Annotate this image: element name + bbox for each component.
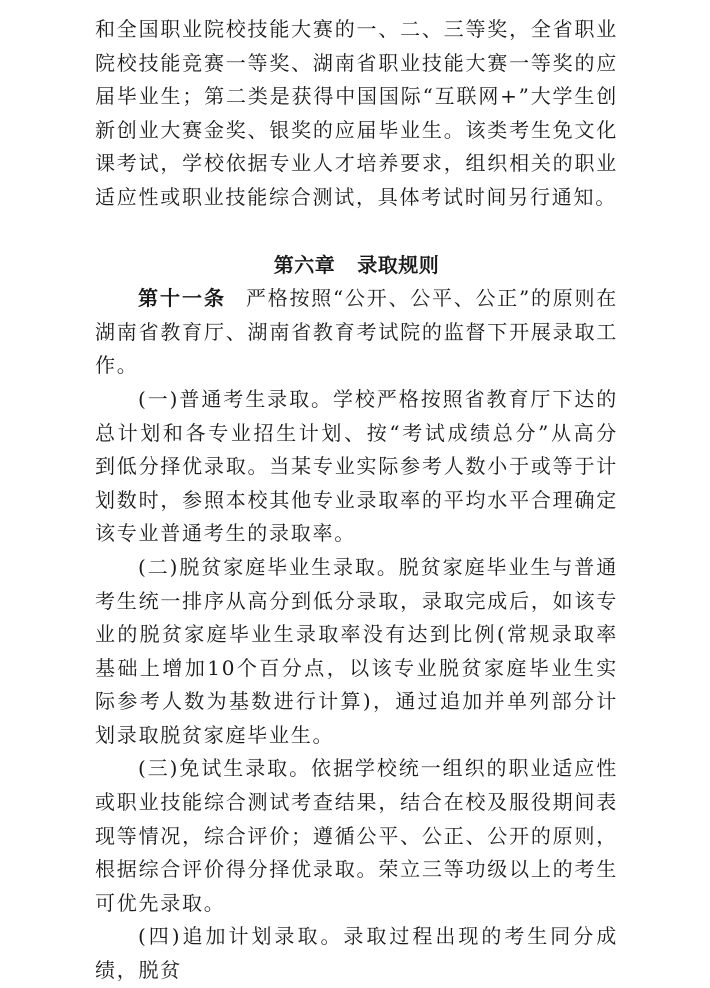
chapter-title: 录取规则	[357, 252, 440, 277]
item-paragraph-2: (二)脱贫家庭毕业生录取。脱贫家庭毕业生与普通考生统一排序从高分到低分录取，录取完成后，如该专业的脱贫家庭毕业生录取率没有达到比例(常规录取率基础上增加10个百分点，以该专业脱贫家庭毕业生实际参考人数为基数进行计算)，通过追加并单列部分计划录取脱贫家庭毕业生。	[95, 554, 618, 747]
item-paragraph-4: (四)追加计划录取。录取过程出现的考生同分成绩，脱贫	[95, 924, 618, 983]
intro-paragraph: 和全国职业院校技能大赛的一、二、三等奖，全省职业院校技能竞赛一等奖、湖南省职业技能大赛一等奖的应届毕业生；第二类是获得中国国际“互联网+”大学生创新创业大赛金奖、银奖的应届毕业生。该类考生免文化课考试，学校依据专业人才培养要求，组织相关的职业适应性或职业技能综合测试，具体考试时间另行通知。	[95, 17, 618, 209]
chapter-heading	[95, 249, 618, 283]
article-label: 第十一条	[138, 286, 227, 311]
document-page	[95, 13, 618, 988]
chapter-number: 第六章	[273, 252, 336, 277]
article-text: 严格按照“公开、公平、公正”的原则在湖南省教育厅、湖南省教育考试院的监督下开展录取工作。	[95, 286, 619, 378]
article-paragraph	[95, 282, 618, 383]
item-paragraph-3: (三)免试生录取。依据学校统一组织的职业适应性或职业技能综合测试考查结果，结合在校及服役期间表现等情况，综合评价；遵循公平、公正、公开的原则，根据综合评价得分择优录取。荣立三等功级以上的考生可优先录取。	[95, 756, 618, 915]
item-paragraph-1: (一)普通考生录取。学校严格按照省教育厅下达的总计划和各专业招生计划、按“考试成绩总分”从高分到低分择优录取。当某专业实际参考人数小于或等于计划数时，参照本校其他专业录取率的平均水平合理确定该专业普通考生的录取率。	[95, 386, 618, 546]
